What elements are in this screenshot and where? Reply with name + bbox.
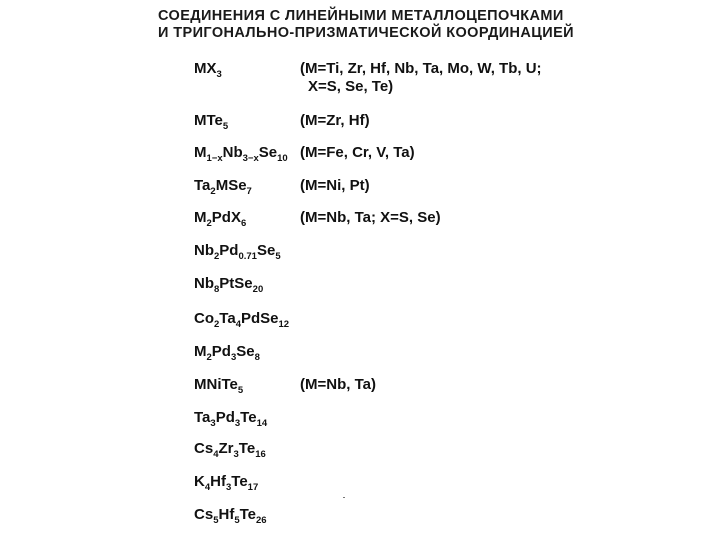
formula-subscript: 16 [255, 449, 266, 460]
formula-subscript: 5 [222, 121, 229, 132]
formula-subscript: 20 [252, 284, 264, 295]
formula-symbol: Hf [210, 473, 226, 490]
compound-row [0, 376, 720, 406]
formula-subscript: 8 [254, 352, 260, 363]
compound-formula [194, 112, 229, 132]
formula-subscript: 8 [214, 284, 220, 295]
formula-subscript: 7 [246, 186, 252, 197]
compound-note [300, 144, 415, 162]
compound-row [0, 112, 720, 142]
formula-symbol: Pd [219, 242, 239, 259]
compound-row [0, 177, 720, 207]
formula-symbol: Ta [194, 409, 211, 426]
note-line: (M=Ni, Pt) [300, 177, 370, 194]
formula-subscript: 6 [240, 218, 247, 229]
compound-note [300, 60, 542, 96]
formula-subscript: 3 [230, 352, 237, 363]
formula-subscript: 5 [237, 385, 244, 396]
formula-subscript: 3 [225, 482, 232, 493]
compound-note [300, 112, 370, 130]
formula-subscript: 2 [206, 352, 212, 363]
formula-subscript: 4 [213, 449, 219, 460]
compound-formula [194, 376, 244, 396]
formula-symbol: Cs [194, 440, 214, 457]
formula-subscript: 17 [247, 482, 259, 493]
compound-formula [194, 144, 288, 164]
formula-symbol: K [194, 473, 205, 490]
formula-symbol: Pd [215, 409, 235, 426]
formula-symbol: Cs [194, 506, 214, 523]
compound-row [0, 60, 720, 95]
compound-formula [194, 60, 222, 80]
formula-symbol: M [194, 144, 207, 161]
formula-subscript: 4 [204, 482, 211, 493]
formula-symbol: Se [256, 242, 276, 259]
formula-symbol: Nb [222, 144, 243, 161]
formula-symbol: Zr [218, 440, 234, 457]
formula-subscript: 2 [210, 186, 216, 197]
formula-symbol: Te [239, 506, 257, 523]
compound-row [0, 440, 720, 470]
formula-subscript: 1−x [206, 153, 223, 164]
formula-symbol: Hf [218, 506, 235, 523]
compound-row [0, 343, 720, 373]
formula-symbol: M [194, 343, 207, 360]
compound-row [0, 310, 720, 340]
formula-symbol: Ta [219, 310, 236, 327]
formula-symbol: Se [258, 144, 278, 161]
formula-symbol: Nb [194, 242, 214, 259]
compound-row [0, 144, 720, 174]
formula-symbol: Se [236, 343, 255, 360]
formula-symbol: MX [194, 60, 217, 77]
compound-note [300, 376, 376, 394]
compound-row [0, 409, 720, 439]
formula-symbol: Te [240, 409, 257, 426]
note-line: (M=Ti, Zr, Hf, Nb, Ta, Mo, W, Tb, U; [300, 60, 542, 77]
title-line-1: СОЕДИНЕНИЯ С ЛИНЕЙНЫМИ МЕТАЛЛОЦЕПОЧКАМИ [158, 8, 564, 24]
formula-subscript: 3 [234, 418, 241, 429]
formula-subscript: 3−x [242, 153, 259, 164]
note-line: (M=Zr, Hf) [300, 112, 370, 129]
formula-subscript: 3 [216, 69, 222, 80]
note-line: (M=Fe, Cr, V, Ta) [300, 144, 415, 161]
compound-note [300, 209, 441, 227]
formula-subscript: 3 [210, 418, 216, 429]
formula-symbol: Ta [194, 177, 211, 194]
formula-subscript: 0.71 [238, 251, 257, 262]
compound-formula [194, 440, 266, 460]
compound-row [0, 275, 720, 305]
formula-subscript: 10 [277, 153, 288, 164]
formula-symbol: PdX [211, 209, 241, 226]
compound-formula [194, 209, 247, 229]
formula-symbol: Co [194, 310, 214, 327]
note-line: X=S, Se, Te) [308, 78, 394, 95]
compound-formula [194, 177, 252, 197]
compound-formula [194, 275, 264, 295]
note-line: (M=Nb, Ta; X=S, Se) [300, 209, 441, 226]
compound-row [0, 473, 720, 503]
formula-symbol: Te [238, 440, 256, 457]
formula-subscript: 5 [234, 515, 240, 526]
formula-symbol: MTe [194, 112, 223, 129]
compound-row [0, 506, 720, 536]
compound-formula [194, 310, 290, 330]
compound-row [0, 209, 720, 239]
note-line: (M=Nb, Ta) [300, 376, 376, 393]
compound-formula [194, 506, 267, 526]
formula-symbol: PtSe [219, 275, 253, 292]
formula-symbol: Te [231, 473, 248, 490]
compound-row [0, 242, 720, 272]
compound-formula [194, 473, 259, 493]
formula-subscript: 26 [256, 515, 267, 526]
formula-symbol: MNiTe [194, 376, 238, 393]
formula-subscript: 2 [214, 251, 220, 262]
formula-subscript: 5 [275, 251, 281, 262]
page-title [158, 8, 578, 42]
formula-subscript: 5 [213, 515, 219, 526]
formula-subscript: 12 [278, 319, 290, 330]
formula-subscript: 2 [206, 218, 212, 229]
formula-symbol: M [194, 209, 207, 226]
compound-formula [194, 409, 268, 429]
compound-note [300, 177, 370, 195]
compound-formula [194, 343, 260, 363]
title-line-2: И ТРИГОНАЛЬНО-ПРИЗМАТИЧЕСКОЙ КООРДИНАЦИЕЙ [158, 25, 574, 41]
scan-speck [343, 497, 345, 498]
formula-subscript: 2 [214, 319, 220, 330]
formula-subscript: 14 [256, 418, 268, 429]
formula-symbol: MSe [215, 177, 247, 194]
formula-subscript: 3 [233, 449, 239, 460]
formula-symbol: Nb [194, 275, 214, 292]
formula-symbol: PdSe [241, 310, 279, 327]
formula-subscript: 4 [235, 319, 241, 330]
formula-symbol: Pd [211, 343, 231, 360]
compound-formula [194, 242, 281, 262]
